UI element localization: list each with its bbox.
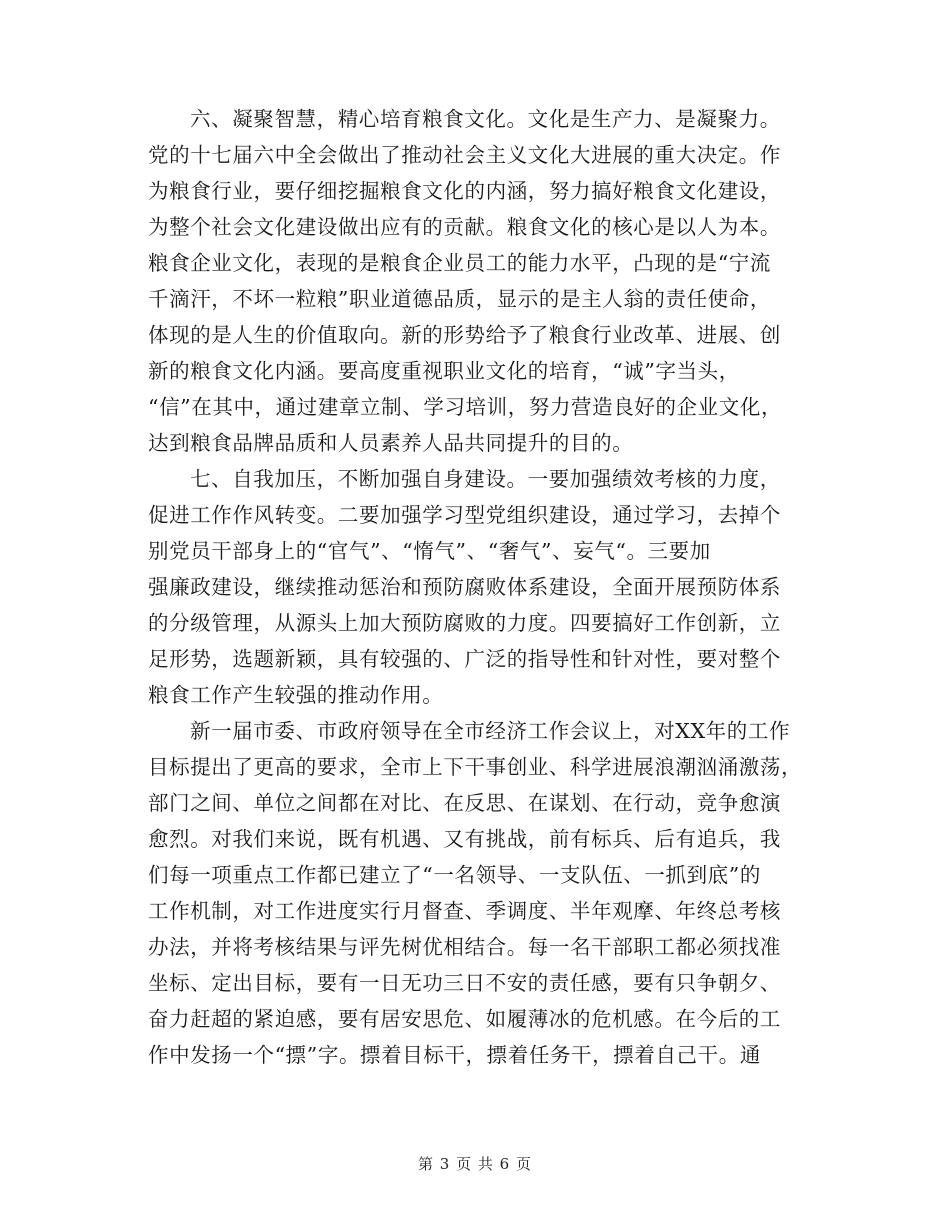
text-line: 促进工作作风转变。二要加强学习型党组织建设，通过学习，去掉个 xyxy=(148,503,781,527)
text-line: 强廉政建设，继续推动惩治和预防腐败体系建设，全面开展预防体系 xyxy=(148,575,781,599)
text-line: 为粮食行业，要仔细挖掘粮食文化的内涵，努力搞好粮食文化建设， xyxy=(148,179,781,203)
text-line: 作中发扬一个“摽”字。摽着目标干，摽着任务干，摽着自己干。通 xyxy=(148,1043,761,1067)
text-line: 办法，并将考核结果与评先树优相结合。每一名干部职工都必须找准 xyxy=(148,935,781,959)
text-line: 坐标、定出目标，要有一日无功三日不安的责任感，要有只争朝夕、 xyxy=(148,971,781,995)
text-line: 达到粮食品牌品质和人员素养人品共同提升的目的。 xyxy=(148,431,634,455)
text-line: 目标提出了更高的要求，全市上下干事创业、科学进展浪潮汹涌激荡， xyxy=(148,755,803,779)
page-number-footer: 第 3 页 共 6 页 xyxy=(418,1155,532,1173)
text-line: 体现的是人生的价值取向。新的形势给予了粮食行业改革、进展、创 xyxy=(148,323,781,347)
text-line: 奋力赶超的紧迫感，要有居安思危、如履薄冰的危机感。在今后的工 xyxy=(148,1007,781,1031)
text-line: 粮食工作产生较强的推动作用。 xyxy=(148,683,444,707)
text-line: “信”在其中，通过建章立制、学习培训，努力营造良好的企业文化， xyxy=(148,395,783,419)
text-line: 们每一项重点工作都已建立了“一名领导、一支队伍、一抓到底”的 xyxy=(148,863,761,887)
text-line: 七、自我加压，不断加强自身建设。一要加强绩效考核的力度， xyxy=(190,467,781,491)
text-line: 六、凝聚智慧，精心培育粮食文化。文化是生产力、是凝聚力。 xyxy=(190,107,781,131)
text-line: 部门之间、单位之间都在对比、在反思、在谋划、在行动，竞争愈演 xyxy=(148,791,781,815)
text-line: 新一届市委、市政府领导在全市经济工作会议上，对XX年的工作 xyxy=(190,719,791,743)
text-line: 粮食企业文化，表现的是粮食企业员工的能力水平，凸现的是“宁流 xyxy=(148,251,771,275)
text-line: 新的粮食文化内涵。要高度重视职业文化的培育，“诚”字当头， xyxy=(148,359,740,383)
text-line: 千滴汗，不坏一粒粮”职业道德品质，显示的是主人翁的责任使命， xyxy=(148,287,771,311)
text-line: 工作机制，对工作进度实行月督查、季调度、半年观摩、年终总考核 xyxy=(148,899,781,923)
text-line: 的分级管理，从源头上加大预防腐败的力度。四要搞好工作创新，立 xyxy=(148,611,781,635)
text-line: 为整个社会文化建设做出应有的贡献。粮食文化的核心是以人为本。 xyxy=(148,215,781,239)
text-line: 愈烈。对我们来说，既有机遇、又有挑战，前有标兵、后有追兵，我 xyxy=(148,827,781,851)
text-line: 别党员干部身上的“官气”、“惰气”、“奢气”、妄气“。三要加 xyxy=(148,539,711,563)
text-line: 足形势，选题新颖，具有较强的、广泛的指导性和针对性，要对整个 xyxy=(148,647,781,671)
text-line: 党的十七届六中全会做出了推动社会主义文化大进展的重大决定。作 xyxy=(148,143,781,167)
